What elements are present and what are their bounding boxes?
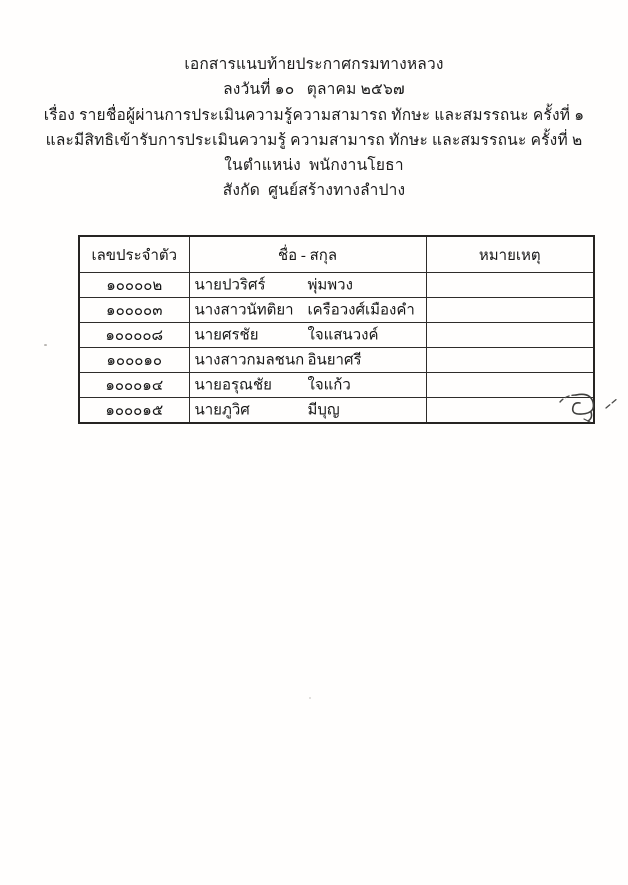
- table-row: [79, 398, 594, 424]
- table-row: [79, 273, 594, 298]
- table-row: [79, 298, 594, 323]
- candidate-list-table: [78, 235, 595, 424]
- cell-id: ๑๐๐๐๐๘: [79, 323, 189, 348]
- doc-subject-line-2: และมีสิทธิเข้ารับการประเมินความรู้ ความสามารถ ทักษะ และสมรรถนะ ครั้งที่ ๒: [45, 131, 583, 149]
- cell-remark: [426, 373, 594, 398]
- doc-title: เอกสารแนบท้ายประกาศกรมทางหลวง: [184, 56, 444, 73]
- cell-remark: [426, 398, 594, 424]
- last-name: ใจแก้ว: [307, 377, 351, 394]
- cell-remark: [426, 348, 594, 373]
- first-name: นายภูวิศ: [194, 402, 250, 419]
- cell-remark: [426, 273, 594, 298]
- doc-affiliation-line: สังกัด ศูนย์สร้างทางลำปาง: [222, 182, 406, 200]
- table-header-row: [79, 236, 594, 273]
- table-row: [79, 348, 594, 373]
- cell-name: [189, 298, 426, 323]
- cell-id: ๑๐๐๐๑๕: [79, 398, 189, 424]
- doc-date-line: ลงวันที่ ๑๐ ตุลาคม ๒๕๖๗: [223, 81, 405, 99]
- cell-id: ๑๐๐๐๐๓: [79, 298, 189, 323]
- doc-subject-line-1: เรื่อง รายชื่อผู้ผ่านการประเมินความรู้ความสามารถ ทักษะ และสมรรถนะ ครั้งที่ ๑: [43, 106, 585, 124]
- cell-id: ๑๐๐๐๐๒: [79, 273, 189, 298]
- scan-speck: [309, 697, 311, 699]
- column-header-name: ชื่อ - สกุล: [189, 236, 426, 273]
- table-row: [79, 323, 594, 348]
- cell-name: [189, 398, 426, 424]
- cell-id: ๑๐๐๐๑๐: [79, 348, 189, 373]
- cell-name: [189, 323, 426, 348]
- last-name: พุ่มพวง: [307, 277, 353, 294]
- scan-speck: [44, 344, 47, 346]
- cell-name: [189, 373, 426, 398]
- last-name: เครือวงศ์เมืองคำ: [307, 302, 415, 319]
- last-name: ใจแสนวงค์: [307, 327, 379, 344]
- first-name: นายศรชัย: [194, 327, 259, 344]
- first-name: นายอรุณชัย: [194, 377, 272, 394]
- first-name: นางสาวนัทติยา: [194, 302, 294, 319]
- cell-id: ๑๐๐๐๑๔: [79, 373, 189, 398]
- document-header: [0, 52, 628, 204]
- last-name: มีบุญ: [307, 402, 340, 419]
- doc-position-line: ในตำแหน่ง พนักงานโยธา: [224, 157, 404, 175]
- table-row: [79, 373, 594, 398]
- column-header-remark: หมายเหตุ: [426, 236, 594, 273]
- first-name: นายปวริศร์: [194, 277, 266, 294]
- cell-remark: [426, 298, 594, 323]
- first-name: นางสาวกมลชนก: [194, 352, 305, 369]
- column-header-id: เลขประจำตัว: [79, 236, 189, 273]
- cell-name: [189, 273, 426, 298]
- cell-name: [189, 348, 426, 373]
- cell-remark: [426, 323, 594, 348]
- last-name: อินยาศรี: [307, 352, 362, 369]
